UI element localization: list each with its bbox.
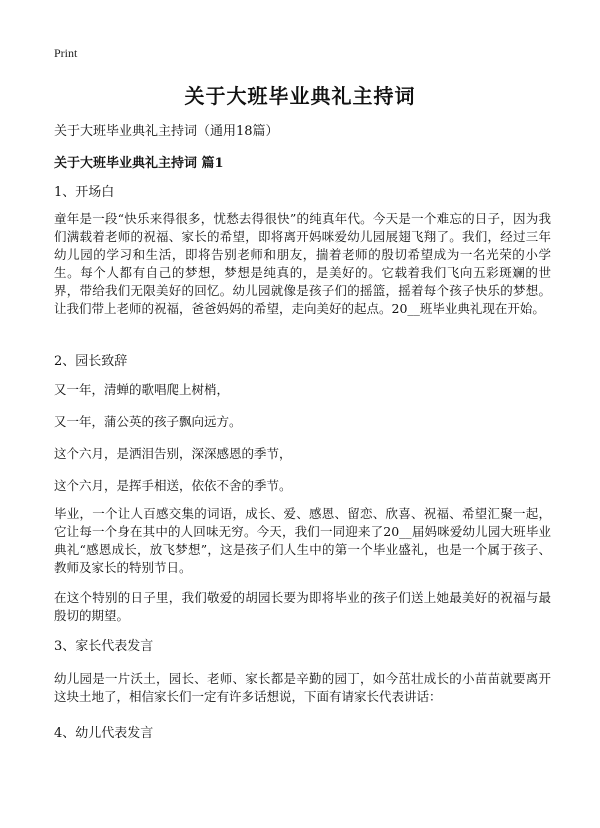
verse-line: 这个六月，是洒泪告别，深深感恩的季节， [54,446,292,461]
section-heading-principal-speech: 2、园长致辞 [54,354,128,369]
paragraph-opening: 童年是一段“快乐来得很多，忧愁去得很快”的纯真年代。今天是一个难忘的日子，因为我们满载着老师的祝福、家长的希望，即将离开妈咪爱幼儿园展翅飞翔了。我们，经过三年幼儿园的学习和生活，即将告别老师和朋友，揣着老师的殷切希望成为一名光荣的小学生。每个人都有自己的梦想，梦想是纯真的，是美好的。它载着我们飞向五彩斑斓的世界，带给我们无限美好的回忆。幼儿园就像是孩子们的摇篮，摇着每个孩子快乐的梦想。让我们带上老师的祝福，爸爸妈妈的希望，走向美好的起点。20__班毕业典礼现在开始。 [54,211,551,316]
verse-line: 这个六月，是挥手相送，依依不舍的季节。 [54,478,292,493]
paragraph-parent-speech: 幼儿园是一片沃土，园长、老师、家长都是辛勤的园丁，如今茁壮成长的小苗苗就要离开这块土地了，相信家长们一定有许多话想说，下面有请家长代表讲话： [54,671,551,704]
verse-line: 又一年，蒲公英的孩子飘向远方。 [54,414,242,429]
section-heading-child-speech: 4、幼儿代表发言 [54,726,154,741]
section-heading-opening: 1、开场白 [54,185,115,200]
page-title: 关于大班毕业典礼主持词 [184,84,416,108]
paragraph-special-day: 在这个特别的日子里，我们敬爱的胡园长要为即将毕业的孩子们送上她最美好的祝福与最殷切的期望。 [54,590,551,623]
print-link[interactable]: Print [54,46,78,60]
section-heading-parent-speech: 3、家长代表发言 [54,639,154,654]
verse-line: 又一年，清蝉的歌唱爬上树梢， [54,382,230,397]
paragraph-graduation: 毕业，一个让人百感交集的词语，成长、爱、感恩、留恋、欣喜、祝福、希望汇聚一起，它让每一个身在其中的人回味无穷。今天，我们一同迎来了20__届妈咪爱幼儿园大班毕业典礼“感恩成长，放飞梦想”，这是孩子们人生中的第一个毕业盛礼，也是一个属于孩子、教师及家长的特别节日。 [54,506,551,575]
document-subtitle: 关于大班毕业典礼主持词（通用18篇） [54,124,279,139]
article-heading: 关于大班毕业典礼主持词 篇1 [54,156,224,171]
